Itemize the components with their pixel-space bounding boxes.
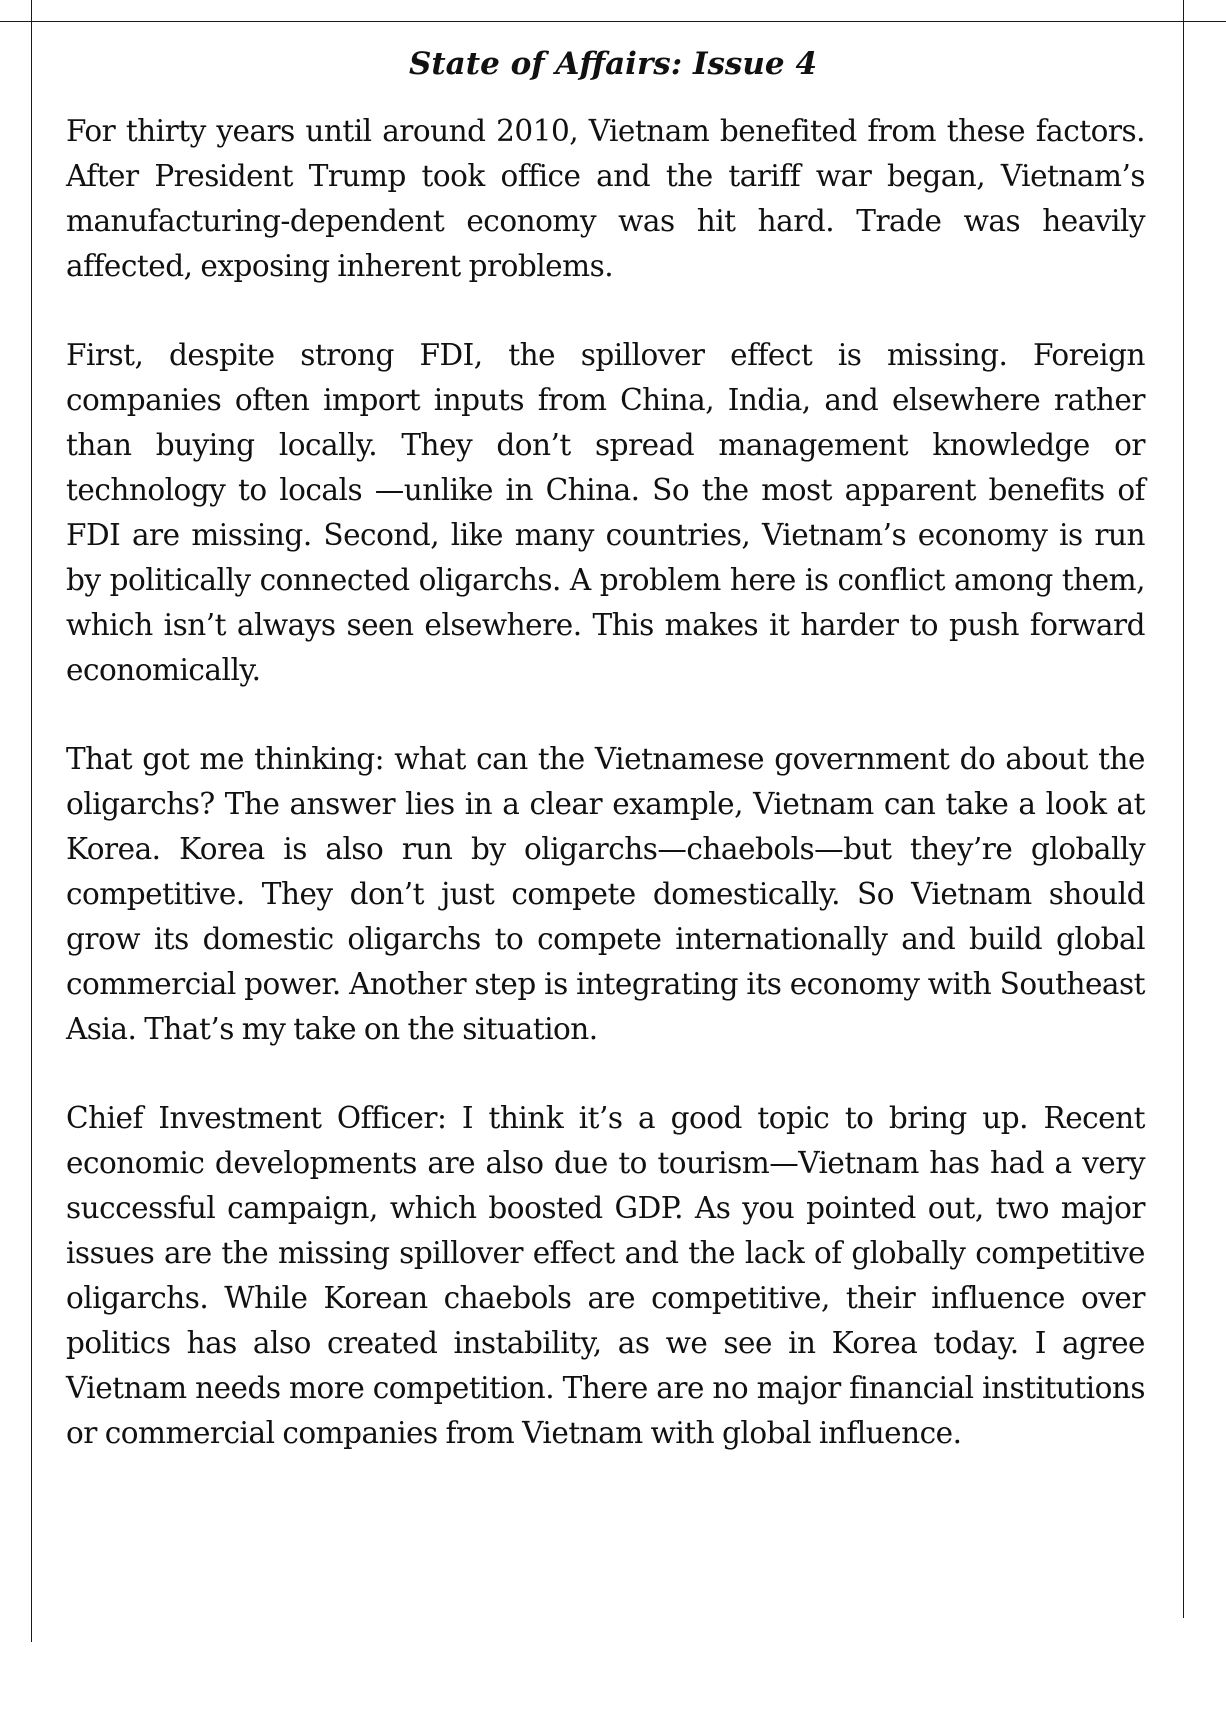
top-border-line	[0, 21, 1226, 22]
paragraph-1: For thirty years until around 2010, Vietnam benefited from these factors. After President Trump took office and the tariff war began, Vietnam’s manufacturing-dependent economy was hit hard. Trade was heavily affected, exposing inherent problems.	[66, 114, 1145, 283]
right-border-line	[1183, 0, 1184, 1618]
paragraph-3: That got me thinking: what can the Vietnamese government do about the oligarchs? The answer lies in a clear example, Vietnam can take a look at Korea. Korea is also run by oligarchs—chaebols—but they’re globally competitive. They don’t just compete domestically. So Vietnam should grow its domestic oligarchs to compete internationally and build global commercial power. Another step is integrating its economy with Southeast Asia. That’s my take on the situation.	[66, 742, 1145, 1046]
left-border-line	[31, 0, 32, 1642]
page-header-title: State of Affairs: Issue 4	[408, 46, 818, 82]
paragraph-4: Chief Investment Officer: I think it’s a good topic to bring up. Recent economic developments are also due to tourism—Vietnam has had a very successful campaign, which boosted GDP. As you pointed out, two major issues are the missing spillover effect and the lack of globally competitive oligarchs. While Korean chaebols are competitive, their influence over politics has also created instability, as we see in Korea today. I agree Vietnam needs more competition. There are no major financial institutions or commercial companies from Vietnam with global influence.	[66, 1101, 1145, 1450]
document-body	[66, 109, 1145, 1500]
paragraph-2: First, despite strong FDI, the spillover effect is missing. Foreign companies often import inputs from China, India, and elsewhere rather than buying locally. They don’t spread management knowledge or technology to locals —unlike in China. So the most apparent benefits of FDI are missing. Second, like many countries, Vietnam’s economy is run by politically connected oligarchs. A problem here is conflict among them, which isn’t always seen elsewhere. This makes it harder to push forward economically.	[66, 338, 1145, 687]
